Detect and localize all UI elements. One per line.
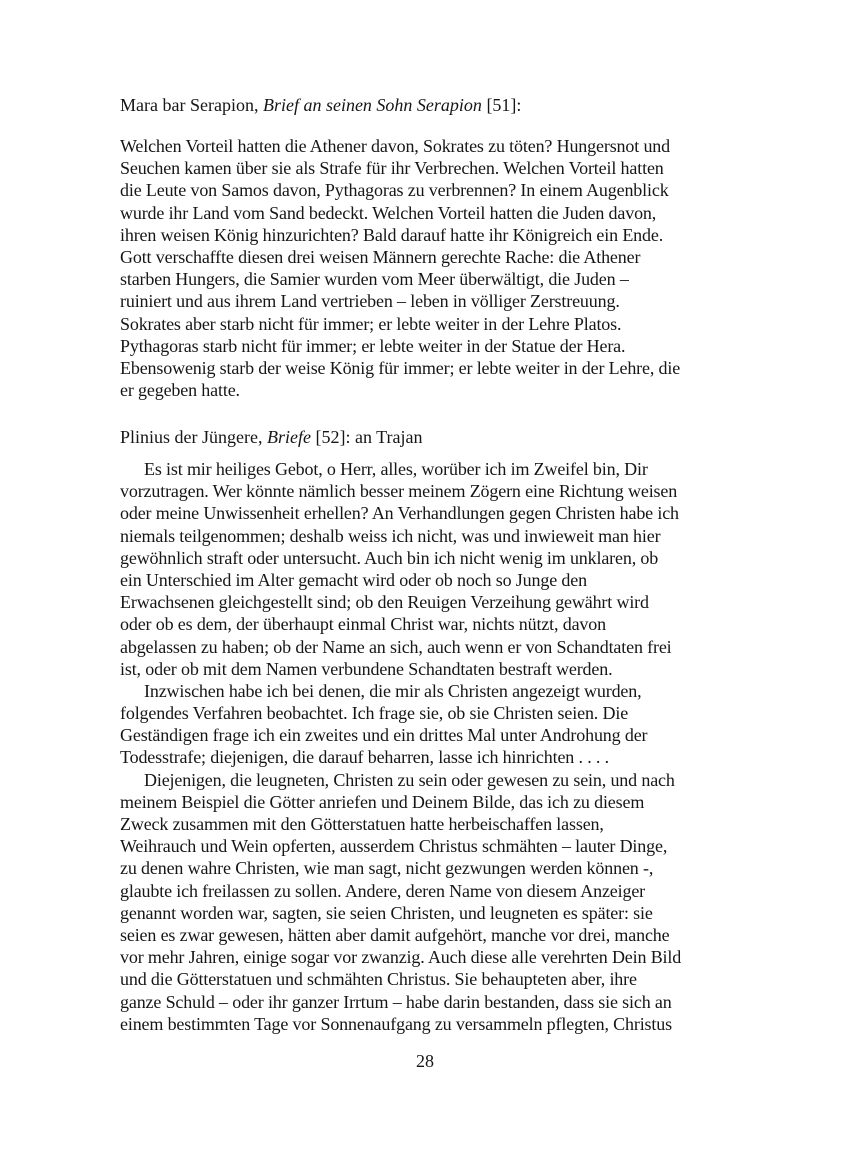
- text-line: vorzutragen. Wer könnte nämlich besser meinem Zögern eine Richtung weisen: [120, 481, 678, 502]
- text-line: Welchen Vorteil hatten die Athener davon, Sokrates zu töten? Hungersnot und: [120, 136, 670, 156]
- paragraph: [120, 769, 740, 1035]
- text-line: Zweck zusammen mit den Götterstatuen hatte herbeischaffen lassen,: [120, 814, 604, 834]
- text-line: vor mehr Jahren, einige sogar vor zwanzig. Auch diese alle verehrten Dein Bild: [120, 947, 682, 968]
- section2-heading: [120, 426, 740, 448]
- text-line: Todesstrafe; diejenigen, die darauf beharren, lasse ich hinrichten . . . .: [120, 747, 609, 768]
- text-line: zu denen wahre Christen, wie man sagt, nicht gezwungen werden können -,: [120, 858, 654, 879]
- section1-body: [120, 135, 740, 401]
- paragraph: [120, 458, 740, 680]
- text-line: oder meine Unwissenheit erhellen? An Verhandlungen gegen Christen habe ich: [120, 503, 679, 524]
- text-line: gewöhnlich straft oder untersucht. Auch bin ich nicht wenig im unklaren, ob: [120, 547, 659, 568]
- text-line: er gegeben hatte.: [120, 380, 240, 401]
- section1-title: Brief an seinen Sohn Serapion: [262, 95, 482, 115]
- text-line: Es ist mir heiliges Gebot, o Herr, alles, worüber ich im Zweifel bin, Dir: [144, 459, 648, 479]
- text-line: starben Hungers, die Samier wurden vom Meer überwältigt, die Juden –: [120, 269, 629, 290]
- text-line: wurde ihr Land vom Sand bedeckt. Welchen Vorteil hatten die Juden davon,: [120, 202, 657, 223]
- section2-author: Plinius der Jüngere,: [120, 427, 267, 447]
- text-line: oder ob es dem, der überhaupt einmal Christ war, nichts nützt, davon: [120, 614, 606, 635]
- page-number: 28: [416, 1051, 434, 1071]
- text-line: ihren weisen König hinzurichten? Bald darauf hatte ihr Königreich ein Ende.: [120, 224, 664, 245]
- text-line: ganze Schuld – oder ihr ganzer Irrtum – habe darin bestanden, dass sie sich an: [120, 991, 672, 1012]
- text-line: folgendes Verfahren beobachtet. Ich frage sie, ob sie Christen seien. Die: [120, 703, 629, 724]
- text-line: glaubte ich freilassen zu sollen. Andere, deren Name von diesem Anzeiger: [120, 880, 646, 901]
- text-line: Pythagoras starb nicht für immer; er lebte weiter in der Statue der Hera.: [120, 335, 626, 356]
- text-line: genannt worden war, sagten, sie seien Christen, und leugneten es später: sie: [120, 902, 653, 923]
- text-line: Erwachsenen gleichgestellt sind; ob den Reuigen Verzeihung gewährt wird: [120, 592, 649, 613]
- text-line: einem bestimmten Tage vor Sonnenaufgang zu versammeln pflegten, Christus: [120, 1013, 672, 1034]
- text-line: abgelassen zu haben; ob der Name an sich, auch wenn er von Schandtaten frei: [120, 636, 672, 657]
- text-line: ein Unterschied im Alter gemacht wird oder ob noch so Junge den: [120, 569, 587, 590]
- text-line: Seuchen kamen über sie als Strafe für ihr Verbrechen. Welchen Vorteil hatten: [120, 158, 664, 179]
- text-line: und die Götterstatuen und schmähten Christus. Sie behaupteten aber, ihre: [120, 969, 637, 990]
- text-line: seien es zwar gewesen, hätten aber damit aufgehört, manche vor drei, manche: [120, 924, 670, 945]
- text-line: Geständigen frage ich ein zweites und ein drittes Mal unter Androhung der: [120, 725, 648, 746]
- text-line: Sokrates aber starb nicht für immer; er lebte weiter in der Lehre Platos.: [120, 313, 622, 334]
- section2-title: Briefe: [266, 427, 311, 447]
- text-line: Inzwischen habe ich bei denen, die mir als Christen angezeigt wurden,: [144, 680, 642, 701]
- section2-body: [120, 458, 740, 1035]
- text-line: Gott verschaffte diesen drei weisen Männern gerechte Rache: die Athener: [120, 246, 641, 267]
- text-line: die Leute von Samos davon, Pythagoras zu verbrennen? In einem Augenblick: [120, 180, 669, 201]
- paragraph: [120, 680, 740, 769]
- text-line: Diejenigen, die leugneten, Christen zu sein oder gewesen zu sein, und nach: [144, 769, 675, 790]
- text-line: niemals teilgenommen; deshalb weiss ich nicht, was und inwieweit man hier: [120, 525, 661, 546]
- section1-ref: [51]:: [481, 95, 522, 115]
- text-line: meinem Beispiel die Götter anriefen und Deinem Bilde, das ich zu diesem: [120, 791, 645, 812]
- section1-author: Mara bar Serapion,: [120, 95, 263, 115]
- text-line: ruiniert und aus ihrem Land vertrieben – leben in völliger Zerstreuung.: [120, 291, 620, 312]
- section1-heading: [120, 94, 740, 116]
- section2-ref: [52]: an Trajan: [310, 427, 423, 447]
- text-line: Weihrauch und Wein opferten, ausserdem Christus schmähten – lauter Dinge,: [120, 836, 668, 857]
- text-line: Ebensowenig starb der weise König für immer; er lebte weiter in der Lehre, die: [120, 357, 681, 378]
- text-line: ist, oder ob mit dem Namen verbundene Schandtaten bestraft werden.: [120, 658, 613, 679]
